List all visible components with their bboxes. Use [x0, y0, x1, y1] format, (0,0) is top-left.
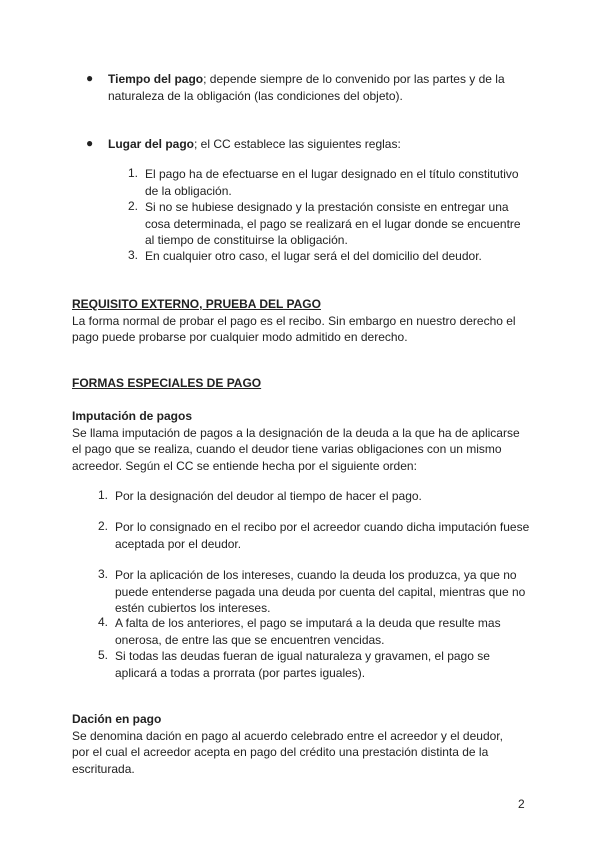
page-number: 2 — [518, 797, 525, 811]
subsection-imputacion: Imputación de pagos Se llama imputación de pagos a la designación de la deuda a la que ha de aplicarse el pago que se realiza, cuando el deudor tiene varias obligaciones con un mismo acreedor. Según el CC se entiende hecha por el siguiente orden: — [72, 408, 532, 474]
subsection-dacion: Dación en pago Se denomina dación en pago al acuerdo celebrado entre el acreedor y el deudor, por el cual el acreedor acepta en pago del crédito una prestación distinta de la escriturada. — [72, 711, 532, 777]
bullet-dot: ● — [86, 136, 94, 150]
document-page: ● Tiempo del pago; depende siempre de lo convenido por las partes y de la naturaleza de la obligación (las condiciones del objeto). ● Lugar del pago; el CC establece las siguientes reglas: 1. El pago ha de efectuarse en el lugar designado en el título constitutivo de la obligación. 2. Si no se hubiese designado y la prestación consiste en entregar una cosa determinada, el pago se realizará en el lugar donde se encuentre al tiempo de constituirse la obligación. 3. En cualquier otro caso, el lugar será el del domicilio del deudor. REQUISITO EXTERNO, PRUEBA DEL PAGO La forma normal de probar el pago es el recibo. Sin embargo en nuestro derecho el pago puede probarse por cualquier modo admitido en derecho. FORMAS ESPECIALES DE PAGO Imputación de pagos Se llama imputación de pagos a la designación de la deuda a la que ha de aplicarse el pago que se realiza, cuando el deudor tiene varias obligaciones con un mismo acreedor. Según el CC se entiende hecha por el siguiente orden: 1. Por la designación del deudor al tiempo de hacer el pago. 2. Por lo consignado en el recibo por el acreedor cuando dicha imputación fuese aceptada por el deudor. 3. Por la aplicación de los intereses, cuando la deuda los produzca, ya que no puede entenderse pagada una deuda por cuenta del capital, mientras que no estén cubiertos los intereses. 4. A falta de los anteriores, el pago se imputará a la deuda que resulte mas onerosa, de entre las que se encuentren vencidas. 5. Si todas las deudas fueran de igual naturaleza y gravamen, el pago se aplicará a todas a prorrata (por partes iguales). Dación en pago Se denomina dación en pago al acuerdo celebrado entre el acreedor y el deudor, por el cual el acreedor acepta en pago del crédito una prestación distinta de la escriturada. 2 — [0, 0, 600, 848]
subsection-title: Dación en pago — [72, 712, 162, 726]
section-prueba-del-pago: REQUISITO EXTERNO, PRUEBA DEL PAGO La forma normal de probar el pago es el recibo. Sin embargo en nuestro derecho el pago puede probarse por cualquier modo admitido en derecho. — [72, 296, 532, 346]
section-heading: REQUISITO EXTERNO, PRUEBA DEL PAGO — [72, 297, 321, 311]
bullet-lugar-title: Lugar del pago — [108, 137, 195, 151]
bullet-tiempo-title: Tiempo del pago — [108, 72, 204, 86]
bullet-dot: ● — [86, 71, 94, 85]
subsection-title: Imputación de pagos — [72, 409, 193, 423]
section-formas-especiales — [72, 375, 532, 392]
section-heading: FORMAS ESPECIALES DE PAGO — [72, 376, 262, 390]
